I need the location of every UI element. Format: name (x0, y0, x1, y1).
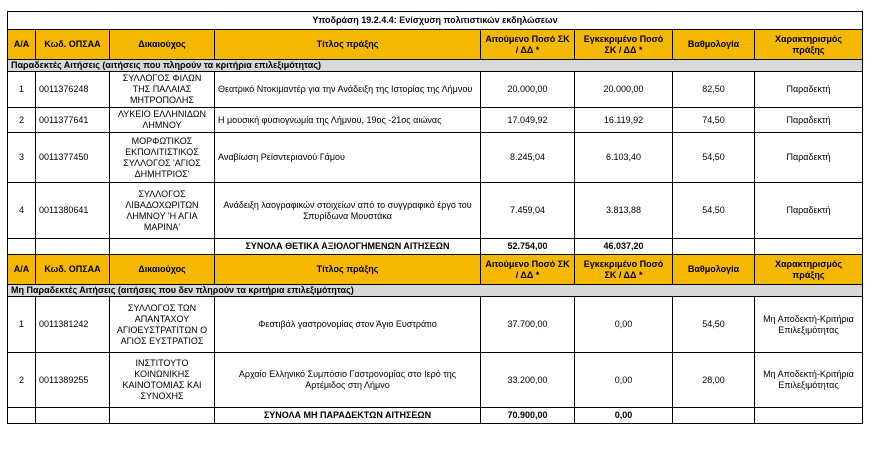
cell-requested: 7.459,04 (481, 183, 575, 239)
header-characterization: Χαρακτηρισμός πράξης (755, 30, 863, 60)
total-label-rejected: ΣΥΝΟΛΑ ΜΗ ΠΑΡΑΔΕΚΤΩΝ ΑΙΤΗΣΕΩΝ (215, 408, 481, 424)
cell-beneficiary: ΜΟΡΦΩΤΙΚΟΣ ΕΚΠΟΛΙΤΙΣΤΙΚΟΣ ΣΥΛΛΟΓΟΣ 'ΑΓΙΟΣ ΔΗΜΗΤΡΙΟΣ' (110, 133, 215, 183)
cell-aa: 2 (8, 353, 36, 408)
cell-project-title: Ανάδειξη λαογραφικών στοιχείων από το συγγραφικό έργο του Σπυρίδωνα Μουστάκα (215, 183, 481, 239)
evaluation-table (7, 11, 863, 424)
cell-aa: 3 (8, 133, 36, 183)
cell-score: 82,50 (673, 72, 755, 108)
cell-requested: 33.200,00 (481, 353, 575, 408)
header-beneficiary: Δικαιούχος (110, 255, 215, 285)
cell-approved: 0,00 (575, 353, 673, 408)
section-label-accepted: Παραδεκτές Αιτήσεις (αιτήσεις που πληρούν τα κριτήρια επιλεξιμότητας) (8, 60, 863, 72)
total-label-accepted: ΣΥΝΟΛΑ ΘΕΤΙΚΑ ΑΞΙΟΛΟΓΗΜΕΝΩΝ ΑΙΤΗΣΕΩΝ (215, 239, 481, 255)
cell-aa: 1 (8, 72, 36, 108)
table-row (8, 297, 863, 353)
cell-characterization: Παραδεκτή (755, 108, 863, 133)
table-row (8, 183, 863, 239)
header-aa: Α/Α (8, 30, 36, 60)
total-approved-accepted: 46.037,20 (575, 239, 673, 255)
cell-beneficiary: ΙΝΣΤΙΤΟΥΤΟ ΚΟΙΝΩΝΙΚΗΣ ΚΑΙΝΟΤΟΜΙΑΣ ΚΑΙ ΣΥΝΟΧΗΣ (110, 353, 215, 408)
cell-project-title: Αναβίωση Ρεϊσντεριανού Γάμου (215, 133, 481, 183)
cell-score: 74,50 (673, 108, 755, 133)
cell-project-title: Αρχαίο Ελληνικό Συμπόσιο Γαστρονομίας στο Ιερό της Αρτέμιδος στη Λήμνο (215, 353, 481, 408)
cell-beneficiary: ΣΥΛΛΟΓΟΣ ΛΙΒΑΔΟΧΩΡΙΤΩΝ ΛΗΜΝΟΥ 'Η ΑΓΙΑ ΜΑΡΙΝΑ' (110, 183, 215, 239)
header-project-title: Τίτλος πράξης (215, 30, 481, 60)
header-beneficiary: Δικαιούχος (110, 30, 215, 60)
header-code: Κωδ. ΟΠΣΑΑ (36, 255, 110, 285)
total-requested-accepted: 52.754,00 (481, 239, 575, 255)
header-characterization: Χαρακτηρισμός πράξης (755, 255, 863, 285)
cell-characterization: Παραδεκτή (755, 183, 863, 239)
cell-approved: 16.119,92 (575, 108, 673, 133)
section-label-rejected: Μη Παραδεκτές Αιτήσεις (αιτήσεις που δεν πληρούν τα κριτήρια επιλεξιμότητας) (8, 285, 863, 297)
total-row-accepted (8, 239, 863, 255)
header-row (8, 255, 863, 285)
header-project-title: Τίτλος πράξης (215, 255, 481, 285)
table-row (8, 133, 863, 183)
header-requested: Αιτούμενο Ποσό ΣΚ / ΔΔ * (481, 30, 575, 60)
total-requested-rejected: 70.900,00 (481, 408, 575, 424)
cell-characterization: Μη Αποδεκτή-Κριτήρια Επιλεξιμότητας (755, 297, 863, 353)
cell-score: 28,00 (673, 353, 755, 408)
header-approved: Εγκεκριμένο Ποσό ΣΚ / ΔΔ * (575, 255, 673, 285)
cell-requested: 37.700,00 (481, 297, 575, 353)
cell-approved: 6.103,40 (575, 133, 673, 183)
title-row (8, 12, 863, 30)
cell-aa: 4 (8, 183, 36, 239)
cell-score: 54,50 (673, 133, 755, 183)
cell-approved: 3.813,88 (575, 183, 673, 239)
header-row (8, 30, 863, 60)
header-score: Βαθμολογία (673, 30, 755, 60)
header-aa: Α/Α (8, 255, 36, 285)
cell-beneficiary: ΛΥΚΕΙΟ ΕΛΛΗΝΙΔΩΝ ΛΗΜΝΟΥ (110, 108, 215, 133)
cell-characterization: Παραδεκτή (755, 133, 863, 183)
cell-approved: 20.000,00 (575, 72, 673, 108)
cell-code: 0011381242 (36, 297, 110, 353)
cell-characterization: Παραδεκτή (755, 72, 863, 108)
cell-aa: 2 (8, 108, 36, 133)
cell-beneficiary: ΣΥΛΛΟΓΟΣ ΦΙΛΩΝ ΤΗΣ ΠΑΛΑΙΑΣ ΜΗΤΡΟΠΟΛΗΣ (110, 72, 215, 108)
cell-aa: 1 (8, 297, 36, 353)
total-approved-rejected: 0,00 (575, 408, 673, 424)
header-requested: Αιτούμενο Ποσό ΣΚ / ΔΔ * (481, 255, 575, 285)
table-row (8, 108, 863, 133)
section-row-rejected (8, 285, 863, 297)
header-score: Βαθμολογία (673, 255, 755, 285)
total-row-rejected (8, 408, 863, 424)
cell-requested: 20.000,00 (481, 72, 575, 108)
cell-approved: 0,00 (575, 297, 673, 353)
header-code: Κωδ. ΟΠΣΑΑ (36, 30, 110, 60)
cell-requested: 17.049,92 (481, 108, 575, 133)
cell-code: 0011389255 (36, 353, 110, 408)
cell-project-title: Φεστιβάλ γαστρονομίας στον Άγιο Ευστράτιο (215, 297, 481, 353)
cell-code: 0011380641 (36, 183, 110, 239)
cell-score: 54,50 (673, 297, 755, 353)
table-title: Υποδράση 19.2.4.4: Ενίσχυση πολιτιστικών εκδηλώσεων (8, 12, 863, 30)
cell-code: 0011377641 (36, 108, 110, 133)
table-row (8, 353, 863, 408)
table-row (8, 72, 863, 108)
section-row-accepted (8, 60, 863, 72)
cell-requested: 8.245,04 (481, 133, 575, 183)
cell-code: 0011377450 (36, 133, 110, 183)
cell-characterization: Μη Αποδεκτή-Κριτήρια Επιλεξιμότητας (755, 353, 863, 408)
cell-project-title: Η μουσική φυσιογνωμία της Λήμνου, 19ος -21ος αιώνας (215, 108, 481, 133)
cell-beneficiary: ΣΥΛΛΟΓΟΣ ΤΩΝ ΑΠΑΝΤΑΧΟΥ ΑΓΙΟΕΥΣΤΡΑΤΙΤΩΝ Ο ΑΓΙΟΣ ΕΥΣΤΡΑΤΙΟΣ (110, 297, 215, 353)
cell-code: 0011376248 (36, 72, 110, 108)
cell-score: 54,50 (673, 183, 755, 239)
cell-project-title: Θεατρικό Ντοκιμαντέρ για την Ανάδειξη της Ιστορίας της Λήμνου (215, 72, 481, 108)
header-approved: Εγκεκριμένο Ποσό ΣΚ / ΔΔ * (575, 30, 673, 60)
